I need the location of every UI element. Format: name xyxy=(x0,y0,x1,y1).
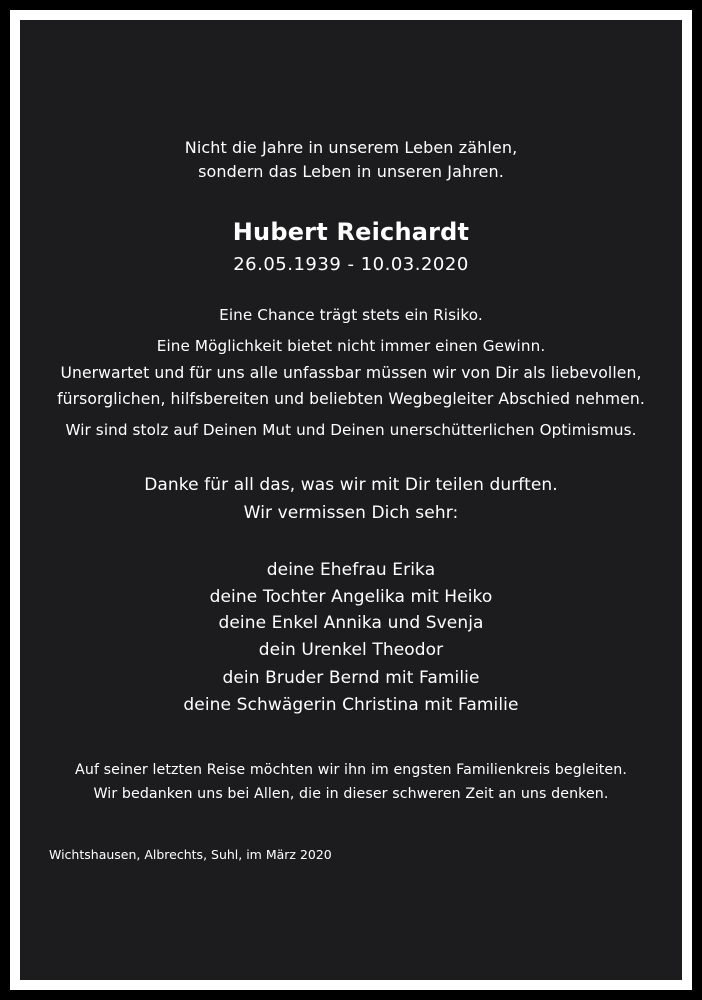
deceased-name: Hubert Reichardt xyxy=(232,218,470,246)
mourner-1: deine Ehefrau Erika xyxy=(266,560,436,580)
body-line-3: Unerwartet und für uns alle unfassbar müssen wir von Dir als liebevollen, xyxy=(60,364,642,382)
thanks-line-2: Wir vermissen Dich sehr: xyxy=(243,503,459,523)
quote-line-1: Nicht die Jahre in unserem Leben zählen, xyxy=(184,138,518,157)
body-line-1: Eine Chance trägt stets ein Risiko. xyxy=(219,306,483,324)
body-line-5: Wir sind stolz auf Deinen Mut und Deinen unerschütterlichen Optimismus. xyxy=(65,421,637,439)
place-and-date: Wichtshausen, Albrechts, Suhl, im März 2020 xyxy=(49,847,332,862)
mourner-4: dein Urenkel Theodor xyxy=(258,640,444,660)
mourner-6: deine Schwägerin Christina mit Familie xyxy=(183,695,519,715)
mourner-5: dein Bruder Bernd mit Familie xyxy=(222,668,480,688)
obituary-panel xyxy=(20,20,682,980)
life-dates: 26.05.1939 - 10.03.2020 xyxy=(233,254,469,275)
closing-line-2: Wir bedanken uns bei Allen, die in dieser schweren Zeit an uns denken. xyxy=(93,786,609,802)
body-line-4: fürsorglichen, hilfsbereiten und beliebten Wegbegleiter Abschied nehmen. xyxy=(57,390,645,408)
quote-line-2: sondern das Leben in unseren Jahren. xyxy=(198,162,504,181)
mourner-3: deine Enkel Annika und Svenja xyxy=(218,613,484,633)
mourner-2: deine Tochter Angelika mit Heiko xyxy=(209,587,493,607)
thanks-line-1: Danke für all das, was wir mit Dir teilen durften. xyxy=(144,475,558,495)
body-line-2: Eine Möglichkeit bietet nicht immer einen Gewinn. xyxy=(156,337,546,355)
closing-line-1: Auf seiner letzten Reise möchten wir ihn im engsten Familienkreis begleiten. xyxy=(75,762,627,778)
